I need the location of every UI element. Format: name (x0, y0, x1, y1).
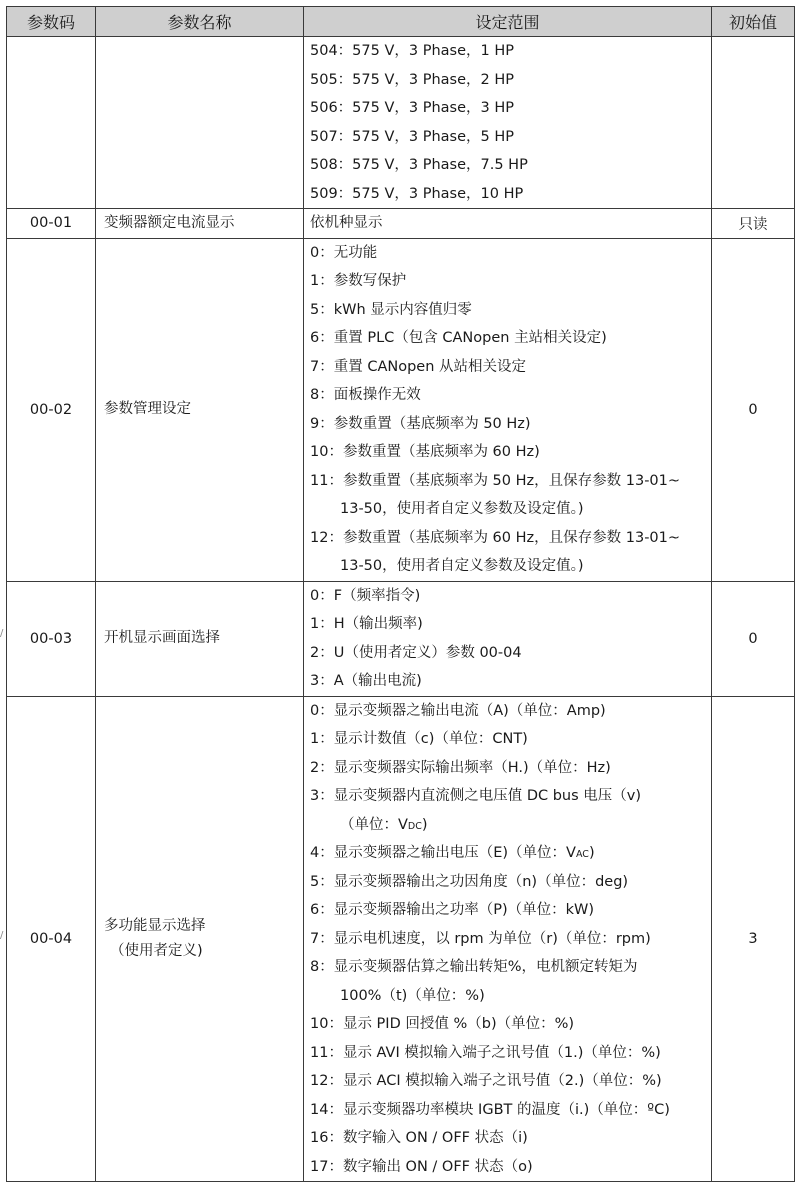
range-option-text: 100%（t)（单位：%) (340, 987, 485, 1004)
range-option (310, 1124, 705, 1153)
range-option (310, 94, 705, 123)
range-option-text: 0：F（频率指令) (310, 587, 421, 604)
range-option-text: 14：显示变频器功率模块 IGBT 的温度（i.)（单位：ºC) (310, 1101, 670, 1118)
range-option (310, 1096, 705, 1125)
range-option (310, 180, 705, 209)
range-option-text: 11：显示 AVI 模拟输入端子之讯号值（1.)（单位：%) (310, 1044, 661, 1061)
range-option-text: 4：显示变频器之输出电压（E)（单位：V (310, 845, 576, 861)
param-name-line: 变频器额定电流显示 (104, 214, 235, 231)
range-option-text: ) (588, 845, 595, 861)
range-option (310, 1153, 705, 1182)
table-row (7, 238, 795, 581)
range-option-text: 3：A（输出电流) (310, 673, 422, 689)
setting-range (304, 37, 712, 209)
range-option (310, 123, 705, 152)
range-option (310, 239, 705, 268)
range-option (310, 267, 705, 296)
setting-range (304, 238, 712, 581)
default-value: 3 (712, 696, 795, 1182)
param-name (96, 238, 304, 581)
range-option-text: 0：无功能 (310, 244, 378, 261)
range-option (310, 524, 705, 553)
range-option (310, 610, 705, 639)
default-value: 只读 (712, 209, 795, 239)
setting-range (304, 209, 712, 239)
default-value: 0 (712, 238, 795, 581)
range-option (310, 896, 705, 925)
param-code: 00-03 (7, 581, 96, 696)
setting-range (304, 696, 712, 1182)
range-option (310, 37, 705, 66)
range-option-text: 1：显示计数值（c)（单位：CNT) (310, 731, 528, 747)
header-name: 参数名称 (96, 7, 304, 37)
header-default: 初始值 (712, 7, 795, 37)
header-range: 设定范围 (304, 7, 712, 37)
table-body (7, 37, 795, 1182)
range-option-text: 10：显示 PID 回授值 %（b)（单位：%) (310, 1016, 575, 1032)
range-option-text: 5：显示变频器输出之功因角度（n)（单位：deg) (310, 873, 629, 890)
range-option-text: 8：面板操作无效 (310, 387, 421, 403)
range-option-text: 9：参数重置（基底频率为 50 Hz) (310, 415, 531, 432)
param-code (7, 37, 96, 209)
range-option-text: 506：575 V，3 Phase，3 HP (310, 100, 514, 116)
header-code: 参数码 (7, 7, 96, 37)
range-option-text: 505：575 V，3 Phase，2 HP (310, 71, 514, 88)
table-row (7, 696, 795, 1182)
setting-range (304, 581, 712, 696)
range-option (310, 353, 705, 382)
range-option-text: 16：数字输入 ON / OFF 状态（i) (310, 1130, 528, 1146)
range-option-text: 7：重置 CANopen 从站相关设定 (310, 358, 527, 375)
range-option (310, 1010, 705, 1039)
range-option (310, 324, 705, 353)
range-option-text: 1：H（输出频率) (310, 616, 423, 632)
param-code: 00-02 (7, 238, 96, 581)
range-option-text: 12：显示 ACI 模拟输入端子之讯号值（2.)（单位：%) (310, 1073, 662, 1089)
range-option (310, 667, 705, 696)
unit-subscript: DC (407, 820, 422, 832)
range-option (310, 151, 705, 180)
range-option (310, 495, 705, 524)
range-option-text: 依机种显示 (310, 215, 383, 231)
range-option-text: 11：参数重置（基底频率为 50 Hz，且保存参数 13-01~ (310, 472, 681, 489)
range-option-text: 504：575 V，3 Phase，1 HP (310, 43, 514, 59)
range-option (310, 381, 705, 410)
range-option-text: 13-50，使用者自定义参数及设定值。) (340, 501, 584, 517)
range-option (310, 953, 705, 982)
param-code: 00-01 (7, 209, 96, 239)
param-name (96, 37, 304, 209)
range-option (310, 296, 705, 325)
margin-mark: / (0, 930, 4, 941)
range-option-text: 1：参数写保护 (310, 273, 407, 289)
margin-mark: / (0, 628, 4, 639)
range-option-text: 3：显示变频器内直流侧之电压值 DC bus 电压（v) (310, 788, 642, 804)
range-option (310, 782, 705, 811)
range-option-text: （单位：V (340, 816, 408, 833)
range-option-text: ) (421, 816, 428, 833)
range-option-text: 509：575 V，3 Phase，10 HP (310, 185, 524, 202)
range-option (310, 209, 705, 238)
param-name (96, 696, 304, 1182)
range-option-text: 7：显示电机速度，以 rpm 为单位（r)（单位：rpm) (310, 930, 651, 947)
param-name (96, 209, 304, 239)
range-option (310, 552, 705, 581)
param-name-line: （使用者定义) (110, 942, 203, 959)
range-option (310, 982, 705, 1011)
range-option (310, 868, 705, 897)
range-option (310, 725, 705, 754)
range-option (310, 1067, 705, 1096)
range-option-text: 0：显示变频器之输出电流（A)（单位：Amp) (310, 702, 606, 719)
range-option-text: 2：U（使用者定义）参数 00-04 (310, 644, 522, 661)
header-row (7, 7, 795, 37)
param-name (96, 581, 304, 696)
range-option-text: 6：显示变频器输出之功率（P)（单位：kW) (310, 902, 595, 918)
parameter-table (6, 6, 795, 1182)
range-option (310, 639, 705, 668)
range-option (310, 410, 705, 439)
range-option-text: 508：575 V，3 Phase，7.5 HP (310, 157, 528, 173)
param-name-line: 参数管理设定 (104, 401, 191, 417)
range-option-text: 17：数字输出 ON / OFF 状态（o) (310, 1158, 533, 1175)
range-option (310, 582, 705, 611)
range-option-text: 5：kWh 显示内容值归零 (310, 301, 472, 318)
param-code: 00-04 (7, 696, 96, 1182)
table-row (7, 581, 795, 696)
param-name-line: 多功能显示选择 (104, 917, 206, 934)
param-name-line: 开机显示画面选择 (104, 630, 220, 646)
default-value: 0 (712, 581, 795, 696)
table-row (7, 209, 795, 239)
range-option-text: 6：重置 PLC（包含 CANopen 主站相关设定) (310, 330, 607, 346)
default-value (712, 37, 795, 209)
table-row (7, 37, 795, 209)
range-option-text: 13-50，使用者自定义参数及设定值。) (340, 558, 584, 574)
range-option (310, 839, 705, 868)
unit-subscript: AC (575, 849, 589, 860)
range-option (310, 438, 705, 467)
range-option-text: 12：参数重置（基底频率为 60 Hz，且保存参数 13-01~ (310, 529, 681, 546)
range-option (310, 1039, 705, 1068)
range-option-text: 2：显示变频器实际输出频率（H.)（单位：Hz) (310, 759, 611, 776)
range-option (310, 754, 705, 783)
range-option (310, 811, 705, 840)
range-option-text: 8：显示变频器估算之输出转矩%，电机额定转矩为 (310, 959, 638, 975)
range-option (310, 925, 705, 954)
range-option (310, 66, 705, 95)
range-option (310, 467, 705, 496)
range-option (310, 697, 705, 726)
range-option-text: 10：参数重置（基底频率为 60 Hz) (310, 444, 540, 460)
range-option-text: 507：575 V，3 Phase，5 HP (310, 128, 514, 145)
